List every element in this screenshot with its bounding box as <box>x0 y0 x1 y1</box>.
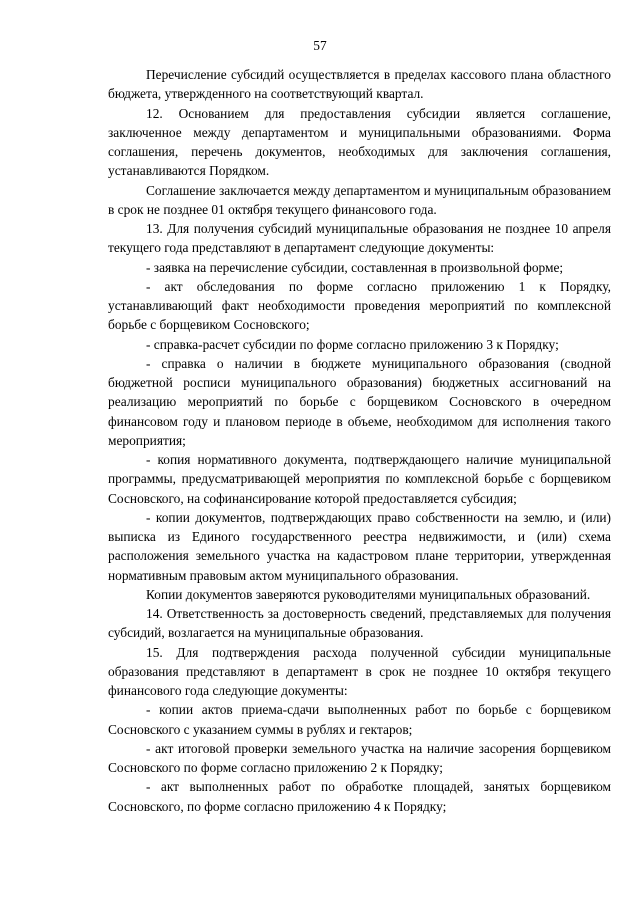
paragraph: Перечисление субсидий осуществляется в пределах кассового плана областного бюджета, утвержденного на соответствующий квартал. <box>108 67 611 102</box>
list-item: - справка о наличии в бюджете муниципального образования (сводной бюджетной росписи муниципального образования) бюджетных ассигнований на реализацию мероприятий по борьбе с борщевиком Сосновского в очередном финансовом году и плановом периоде в объеме, необходимом для исполнения такого мероприятия; <box>108 355 611 448</box>
list-item: - копии документов, подтверждающих право собственности на землю, и (или) выписка из Единого государственного реестра недвижимости, и (или) схема расположения земельного участка на кадастровом плане территории, утвержденная нормативным правовым актом муниципального образования. <box>108 509 611 583</box>
paragraph: 14. Ответственность за достоверность сведений, представляемых для получения субсидий, возлагается на муниципальные образования. <box>108 606 611 641</box>
list-item: - справка-расчет субсидии по форме согласно приложению 3 к Порядку; <box>146 336 559 352</box>
paragraph: 12. Основанием для предоставления субсидии является соглашение, заключенное между департаментом и муниципальными образованиями. Форма соглашения, перечень документов, необходимых для заключения соглашения, устанавливаются Порядком. <box>108 105 611 179</box>
list-item: - копии актов приема-сдачи выполненных работ по борьбе с борщевиком Сосновского с указанием суммы в рублях и гектаров; <box>108 702 611 737</box>
page-number: 57 <box>313 38 327 53</box>
paragraph: Соглашение заключается между департаментом и муниципальным образованием в срок не позднее 01 октября текущего финансового года. <box>108 182 611 217</box>
list-item: - акт итоговой проверки земельного участка на наличие засорения борщевиком Сосновского по форме согласно приложению 2 к Порядку; <box>108 740 611 775</box>
paragraph: Копии документов заверяются руководителями муниципальных образований. <box>146 586 591 602</box>
list-item: - копия нормативного документа, подтверждающего наличие муниципальной программы, предусматривающей мероприятия по комплексной борьбе с борщевиком Сосновского, на софинансирование которой предоставляется субсидия; <box>108 452 611 506</box>
paragraph: 15. Для подтверждения расхода полученной субсидии муниципальные образования представляют в департамент в срок не позднее 10 октября текущего финансового года следующие документы: <box>108 644 611 698</box>
list-item: - акт выполненных работ по обработке площадей, занятых борщевиком Сосновского, по форме согласно приложению 4 к Порядку; <box>108 779 611 814</box>
list-item: - заявка на перечисление субсидии, составленная в произвольной форме; <box>146 259 564 275</box>
body-text <box>108 65 611 816</box>
list-item: - акт обследования по форме согласно приложению 1 к Порядку, устанавливающий факт необходимости проведения мероприятий по комплексной борьбе с борщевиком Сосновского; <box>108 278 611 333</box>
paragraph: 13. Для получения субсидий муниципальные образования не позднее 10 апреля текущего года представляют в департамент следующие документы: <box>108 221 611 256</box>
